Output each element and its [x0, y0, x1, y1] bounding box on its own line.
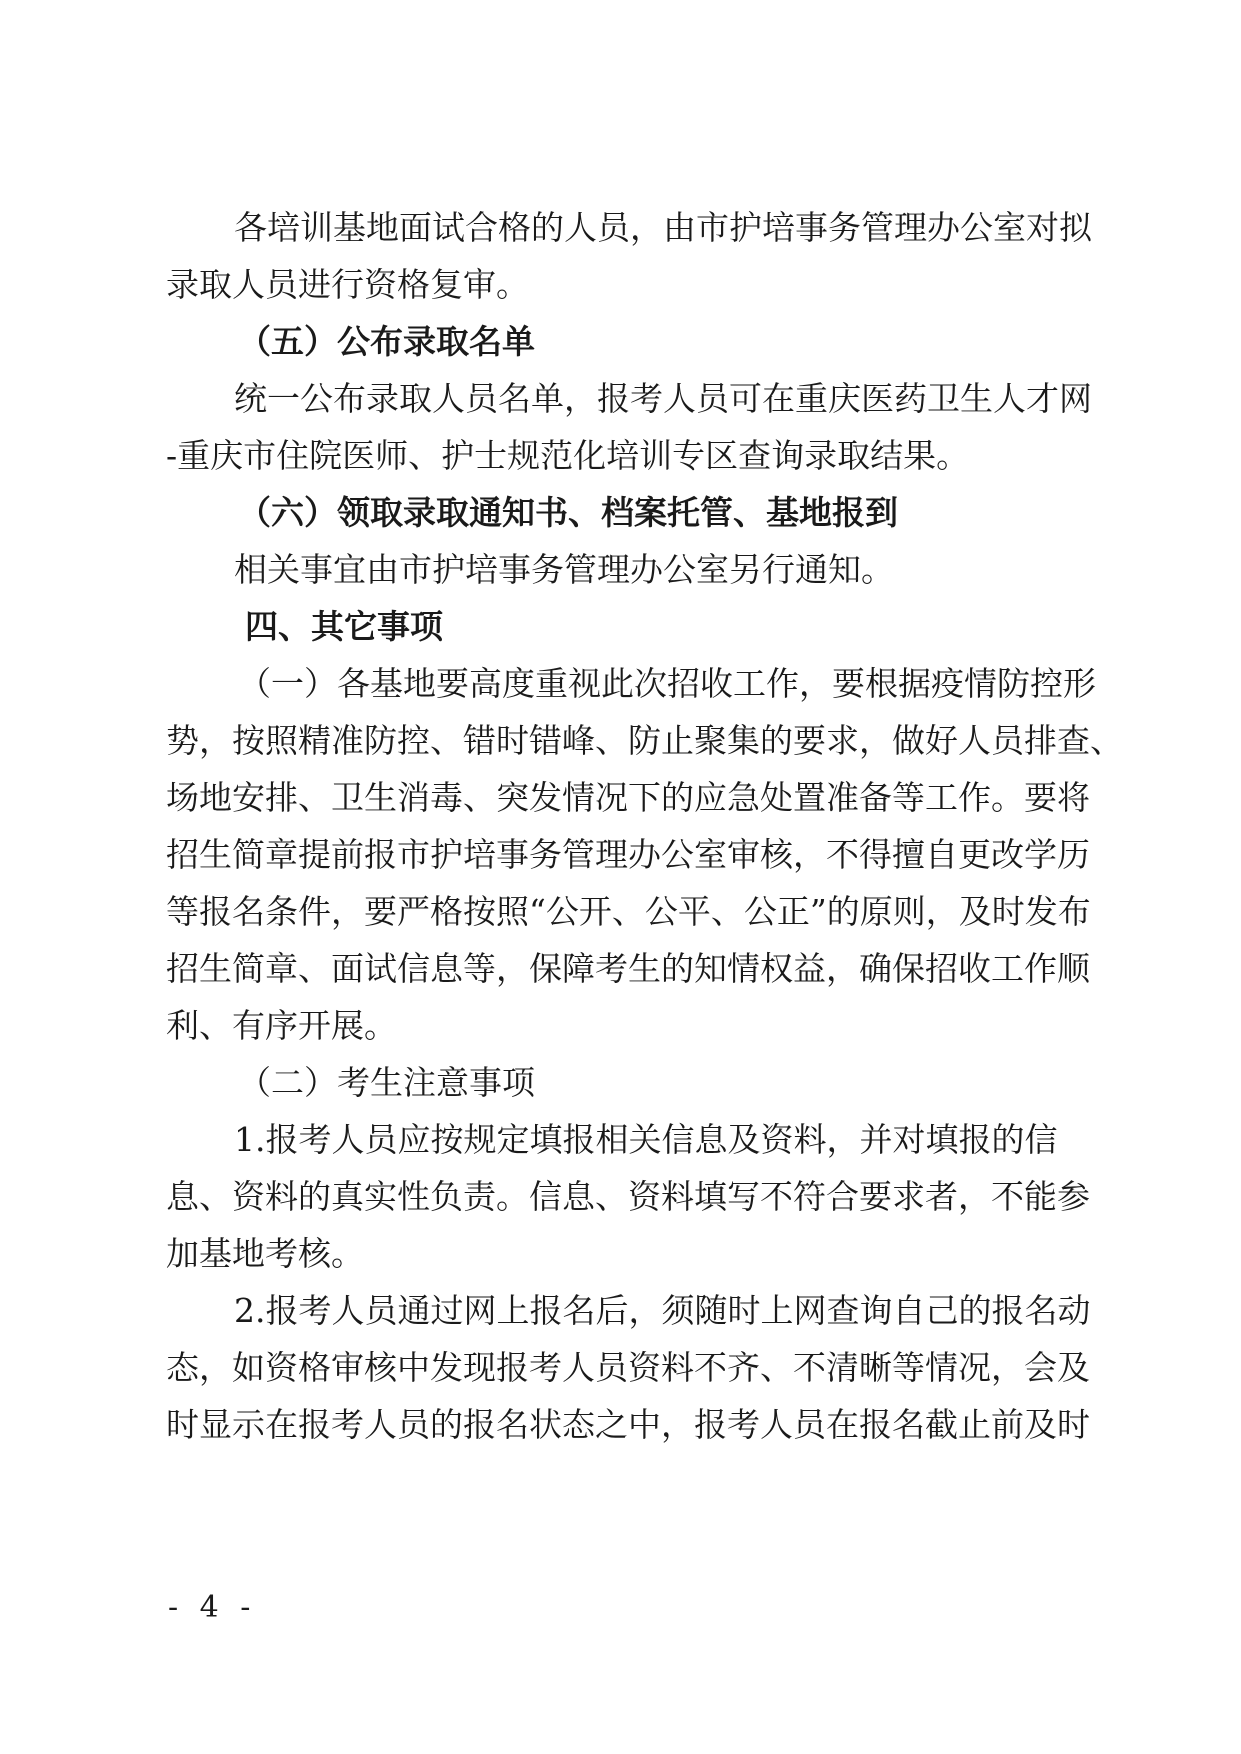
paragraph-line: （一）各基地要高度重视此次招收工作，要根据疫情防控形 — [238, 664, 1096, 703]
paragraph-line: 1.报考人员应按规定填报相关信息及资料，并对填报的信 — [234, 1120, 1058, 1159]
subheading-five: （五）公布录取名单 — [238, 322, 535, 361]
paragraph-line: 各培训基地面试合格的人员，由市护培事务管理办公室对拟 — [234, 208, 1092, 247]
paragraph-line: 统一公布录取人员名单，报考人员可在重庆医药卫生人才网 — [234, 379, 1092, 418]
subheading-six: （六）领取录取通知书、档案托管、基地报到 — [238, 493, 898, 532]
paragraph-line: 等报名条件，要严格按照“公开、公平、公正”的原则，及时发布 — [166, 892, 1091, 931]
paragraph-line: 场地安排、卫生消毒、突发情况下的应急处置准备等工作。要将 — [166, 778, 1090, 817]
paragraph-line: 态，如资格审核中发现报考人员资料不齐、不清晰等情况，会及 — [166, 1348, 1090, 1387]
page-number: - 4 - — [168, 1590, 257, 1625]
paragraph-line: 时显示在报考人员的报名状态之中，报考人员在报名截止前及时 — [166, 1405, 1090, 1444]
paragraph-line: 利、有序开展。 — [166, 1006, 397, 1045]
paragraph-line: -重庆市住院医师、护士规范化培训专区查询录取结果。 — [166, 436, 970, 475]
paragraph-line: 录取人员进行资格复审。 — [166, 265, 529, 304]
subheading-candidate-notes: （二）考生注意事项 — [238, 1063, 535, 1102]
paragraph-line: 息、资料的真实性负责。信息、资料填写不符合要求者，不能参 — [166, 1177, 1090, 1216]
paragraph-line: 势，按照精准防控、错时错峰、防止聚集的要求，做好人员排查、 — [166, 721, 1123, 760]
paragraph-line: 加基地考核。 — [166, 1234, 364, 1273]
section-title-other-matters: 四、其它事项 — [245, 607, 443, 646]
paragraph-line: 招生简章、面试信息等，保障考生的知情权益，确保招收工作顺 — [166, 949, 1090, 988]
paragraph-line: 2.报考人员通过网上报名后，须随时上网查询自己的报名动 — [234, 1291, 1091, 1330]
paragraph-line: 相关事宜由市护培事务管理办公室另行通知。 — [234, 550, 894, 589]
paragraph-line: 招生简章提前报市护培事务管理办公室审核，不得擅自更改学历 — [166, 835, 1090, 874]
